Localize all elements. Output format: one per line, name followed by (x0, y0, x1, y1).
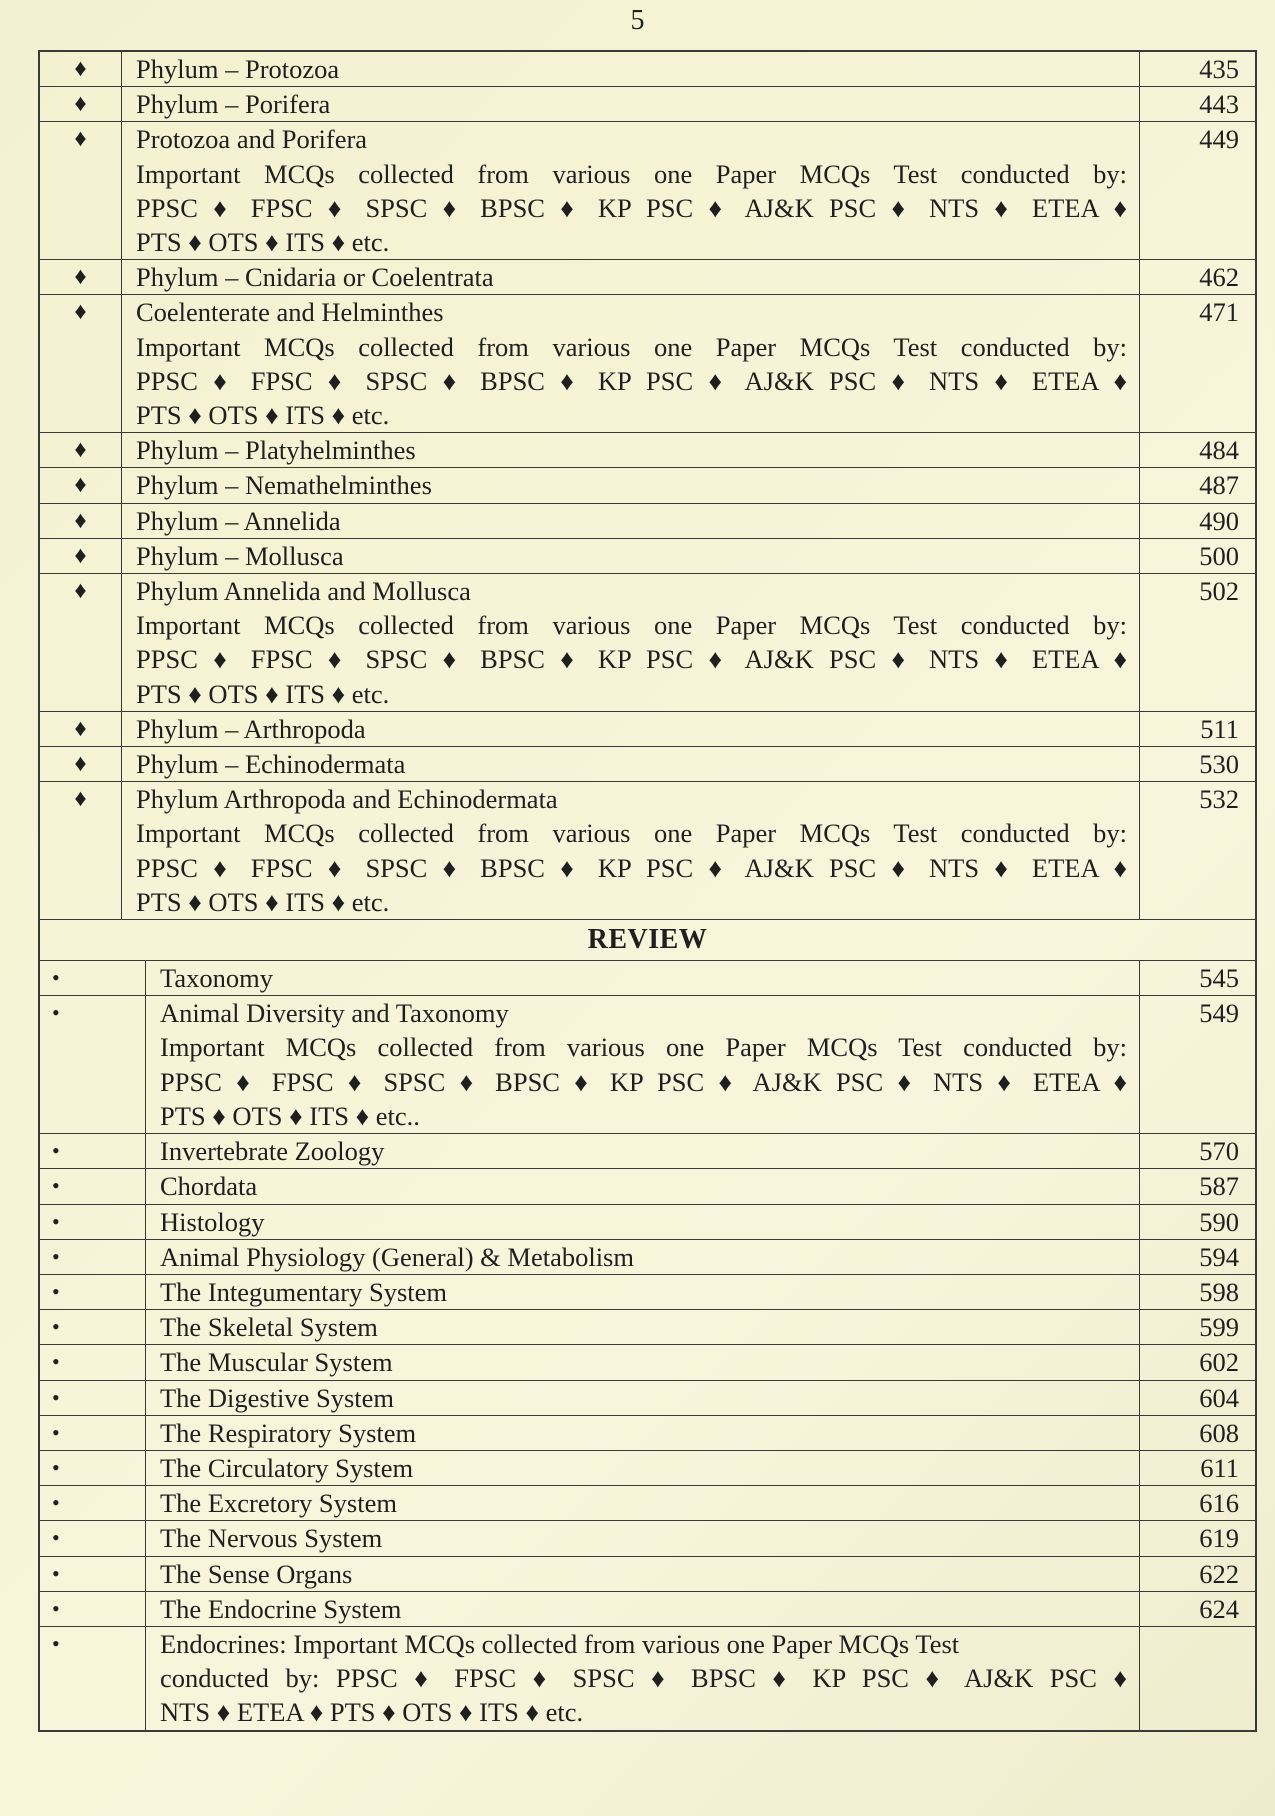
toc-entry-line: The Muscular System (160, 1347, 393, 1378)
toc-page-number: 511 (1139, 712, 1255, 746)
toc-entry-line: Phylum – Arthropoda (136, 713, 366, 744)
toc-entry-line: Important MCQs collected from various one Paper MCQs Test conducted by: (136, 158, 1127, 189)
toc-entry-line: Phylum Arthropoda and Echinodermata (136, 784, 558, 815)
toc-entry-line: Important MCQs collected from various one Paper MCQs Test conducted by: (136, 610, 1127, 641)
toc-page-number: 622 (1139, 1557, 1255, 1591)
toc-entry-title (146, 1627, 1139, 1730)
toc-row (38, 1381, 1257, 1416)
toc-entry-title (146, 1240, 1139, 1274)
toc-entry-line: The Circulatory System (160, 1452, 414, 1483)
toc-page-number: 435 (1139, 52, 1255, 86)
toc-entry-line: PPSC ♦ FPSC ♦ SPSC ♦ BPSC ♦ KP PSC ♦ AJ&K PSC ♦ NTS ♦ ETEA ♦ (136, 365, 1127, 396)
toc-entry-line: The Integumentary System (160, 1276, 448, 1307)
dot-bullet-icon: • (40, 1240, 146, 1274)
toc-entry-line: PPSC ♦ FPSC ♦ SPSC ♦ BPSC ♦ KP PSC ♦ AJ&K PSC ♦ NTS ♦ ETEA ♦ (160, 1066, 1127, 1097)
toc-entry-line: Phylum – Annelida (136, 505, 341, 536)
toc-row (38, 1416, 1257, 1451)
toc-page-number: 590 (1139, 1205, 1255, 1239)
toc-page-number: 484 (1139, 433, 1255, 467)
toc-entry-title (146, 1205, 1139, 1239)
toc-page-number: 443 (1139, 87, 1255, 121)
toc-row (38, 1451, 1257, 1486)
toc-page-number: 462 (1139, 260, 1255, 294)
toc-entry-line: Animal Diversity and Taxonomy (160, 998, 509, 1029)
dot-bullet-icon: • (40, 1169, 146, 1203)
toc-entry-line: The Endocrine System (160, 1593, 402, 1624)
toc-entry-line: Chordata (160, 1171, 258, 1202)
toc-page-number: 502 (1139, 574, 1255, 711)
diamond-bullet-icon: ♦ (40, 539, 122, 573)
toc-page-number: 471 (1139, 295, 1255, 432)
toc-page-number: 532 (1139, 782, 1255, 919)
toc-entry-line: PPSC ♦ FPSC ♦ SPSC ♦ BPSC ♦ KP PSC ♦ AJ&K PSC ♦ NTS ♦ ETEA ♦ (136, 192, 1127, 223)
diamond-bullet-icon: ♦ (40, 782, 122, 919)
toc-page-number: 616 (1139, 1486, 1255, 1520)
toc-row (38, 1275, 1257, 1310)
dot-bullet-icon: • (40, 1134, 146, 1168)
toc-row (38, 295, 1257, 433)
diamond-bullet-icon: ♦ (40, 504, 122, 538)
toc-page-number (1139, 1627, 1255, 1730)
toc-entry-line: Taxonomy (160, 963, 273, 994)
toc-row (38, 260, 1257, 295)
toc-entry-line: Phylum – Echinodermata (136, 749, 406, 780)
toc-entry-title (122, 574, 1139, 711)
toc-page-number: 624 (1139, 1592, 1255, 1626)
toc-entry-line: The Skeletal System (160, 1312, 378, 1343)
toc-row (38, 1134, 1257, 1169)
toc-page-number: 530 (1139, 747, 1255, 781)
toc-entry-title (146, 1310, 1139, 1344)
dot-bullet-icon: • (40, 1381, 146, 1415)
diamond-bullet-icon: ♦ (40, 574, 122, 711)
dot-bullet-icon: • (40, 996, 146, 1133)
toc-entry-line: The Sense Organs (160, 1558, 353, 1589)
page-number: 5 (630, 5, 645, 36)
toc-entry-title (146, 1557, 1139, 1591)
toc-page-number: 611 (1139, 1451, 1255, 1485)
toc-entry-title (122, 747, 1139, 781)
toc-entry-title (146, 1592, 1139, 1626)
toc-entry-line: The Excretory System (160, 1488, 397, 1519)
toc-entry-title (122, 52, 1139, 86)
toc-page-number: 570 (1139, 1134, 1255, 1168)
toc-page-number: 599 (1139, 1310, 1255, 1344)
toc-row (38, 1310, 1257, 1345)
toc-entry-line: Protozoa and Porifera (136, 124, 368, 155)
toc-page-number: 619 (1139, 1521, 1255, 1555)
toc-entry-line: Coelenterate and Helminthes (136, 297, 444, 328)
toc-page-number: 500 (1139, 539, 1255, 573)
toc-row (38, 574, 1257, 712)
toc-row (38, 1345, 1257, 1380)
toc-entry-title (122, 504, 1139, 538)
toc-entry-title (122, 782, 1139, 919)
diamond-bullet-icon: ♦ (40, 87, 122, 121)
toc-entry-line: PTS ♦ OTS ♦ ITS ♦ etc. (136, 886, 390, 917)
toc-entry-line: Histology (160, 1206, 265, 1237)
toc-row (38, 539, 1257, 574)
toc-page-number: 490 (1139, 504, 1255, 538)
toc-entry-line: Phylum – Porifera (136, 89, 331, 120)
toc-entry-title (146, 1169, 1139, 1203)
toc-row (38, 122, 1257, 260)
toc-row (38, 1169, 1257, 1204)
toc-row (38, 504, 1257, 539)
toc-entry-title (122, 712, 1139, 746)
toc-entry-title (122, 468, 1139, 502)
toc-row (38, 1486, 1257, 1521)
toc-entry-line: Phylum – Protozoa (136, 54, 340, 84)
toc-row (38, 52, 1257, 87)
toc-entry-line: Phylum – Nemathelminthes (136, 470, 432, 501)
toc-row (38, 1627, 1257, 1730)
toc-row (38, 1521, 1257, 1556)
toc-row (38, 782, 1257, 920)
toc-row (38, 87, 1257, 122)
toc-entry-title (146, 1275, 1139, 1309)
toc-row (38, 996, 1257, 1134)
toc-entry-title (146, 961, 1139, 995)
toc-page-number: 598 (1139, 1275, 1255, 1309)
toc-entry-line: The Nervous System (160, 1523, 383, 1554)
dot-bullet-icon: • (40, 1521, 146, 1555)
toc-page-number: 487 (1139, 468, 1255, 502)
toc-entry-line: The Digestive System (160, 1382, 395, 1413)
diamond-bullet-icon: ♦ (40, 468, 122, 502)
diamond-bullet-icon: ♦ (40, 52, 122, 86)
toc-page-number: 549 (1139, 996, 1255, 1133)
toc-entry-line: Important MCQs collected from various one Paper MCQs Test conducted by: (160, 1032, 1127, 1063)
toc-row (38, 1557, 1257, 1592)
toc-entry-line: PTS ♦ OTS ♦ ITS ♦ etc.. (160, 1100, 420, 1131)
toc-entry-line: The Respiratory System (160, 1417, 417, 1448)
toc-entry-line: PTS ♦ OTS ♦ ITS ♦ etc. (136, 678, 390, 709)
dot-bullet-icon: • (40, 1451, 146, 1485)
toc-entry-title (122, 122, 1139, 259)
diamond-bullet-icon: ♦ (40, 260, 122, 294)
toc-entry-title (122, 539, 1139, 573)
diamond-bullet-icon: ♦ (40, 712, 122, 746)
toc-entry-line: Animal Physiology (General) & Metabolism (160, 1241, 634, 1272)
toc-entry-line: Phylum Annelida and Mollusca (136, 576, 471, 607)
toc-entry-line: PTS ♦ OTS ♦ ITS ♦ etc. (136, 400, 390, 431)
toc-row (38, 468, 1257, 503)
toc-row (38, 961, 1257, 996)
toc-row (38, 1240, 1257, 1275)
toc-row (38, 433, 1257, 468)
toc-entry-title (122, 260, 1139, 294)
toc-entry-line: Phylum – Cnidaria or Coelentrata (136, 262, 494, 293)
toc-row (38, 1592, 1257, 1627)
toc-entry-line: NTS ♦ ETEA ♦ PTS ♦ OTS ♦ ITS ♦ etc. (160, 1697, 584, 1728)
dot-bullet-icon: • (40, 1416, 146, 1450)
toc-entry-title (146, 1134, 1139, 1168)
toc-entry-line: Important MCQs collected from various one Paper MCQs Test conducted by: (136, 818, 1127, 849)
toc-entry-title (146, 1451, 1139, 1485)
toc-row (38, 1205, 1257, 1240)
dot-bullet-icon: • (40, 1557, 146, 1591)
toc-row (38, 712, 1257, 747)
diamond-bullet-icon: ♦ (40, 295, 122, 432)
toc-entry-title (146, 996, 1139, 1133)
dot-bullet-icon: • (40, 1205, 146, 1239)
toc-entry-line: Endocrines: Important MCQs collected from various one Paper MCQs Test (160, 1628, 960, 1659)
toc-entry-title (146, 1521, 1139, 1555)
toc-page-number: 602 (1139, 1345, 1255, 1379)
toc-entry-title (146, 1486, 1139, 1520)
dot-bullet-icon: • (40, 1486, 146, 1520)
toc-entry-title (146, 1381, 1139, 1415)
toc-page-number: 545 (1139, 961, 1255, 995)
toc-entry-line: conducted by: PPSC ♦ FPSC ♦ SPSC ♦ BPSC ♦ KP PSC ♦ AJ&K PSC ♦ (160, 1663, 1127, 1694)
toc-row (38, 747, 1257, 782)
toc-page-number: 594 (1139, 1240, 1255, 1274)
toc-entry-title (146, 1416, 1139, 1450)
toc-page-number: 449 (1139, 122, 1255, 259)
table-of-contents (38, 50, 1257, 1732)
diamond-bullet-icon: ♦ (40, 747, 122, 781)
toc-entry-line: Phylum – Mollusca (136, 540, 344, 571)
toc-entry-line: PPSC ♦ FPSC ♦ SPSC ♦ BPSC ♦ KP PSC ♦ AJ&K PSC ♦ NTS ♦ ETEA ♦ (136, 644, 1127, 675)
toc-entry-title (122, 295, 1139, 432)
review-heading: REVIEW (38, 920, 1257, 961)
dot-bullet-icon: • (40, 1592, 146, 1626)
toc-entry-line: PPSC ♦ FPSC ♦ SPSC ♦ BPSC ♦ KP PSC ♦ AJ&K PSC ♦ NTS ♦ ETEA ♦ (136, 852, 1127, 883)
toc-entry-title (146, 1345, 1139, 1379)
toc-page-number: 587 (1139, 1169, 1255, 1203)
toc-entry-title (122, 433, 1139, 467)
dot-bullet-icon: • (40, 1275, 146, 1309)
dot-bullet-icon: • (40, 1345, 146, 1379)
toc-page-number: 604 (1139, 1381, 1255, 1415)
toc-entry-line: Invertebrate Zoology (160, 1136, 385, 1167)
dot-bullet-icon: • (40, 1627, 146, 1730)
toc-entry-line: Phylum – Platyhelminthes (136, 435, 416, 466)
dot-bullet-icon: • (40, 1310, 146, 1344)
diamond-bullet-icon: ♦ (40, 122, 122, 259)
toc-entry-line: PTS ♦ OTS ♦ ITS ♦ etc. (136, 227, 390, 258)
toc-entry-line: Important MCQs collected from various one Paper MCQs Test conducted by: (136, 331, 1127, 362)
diamond-bullet-icon: ♦ (40, 433, 122, 467)
toc-page-number: 608 (1139, 1416, 1255, 1450)
toc-entry-title (122, 87, 1139, 121)
dot-bullet-icon: • (40, 961, 146, 995)
